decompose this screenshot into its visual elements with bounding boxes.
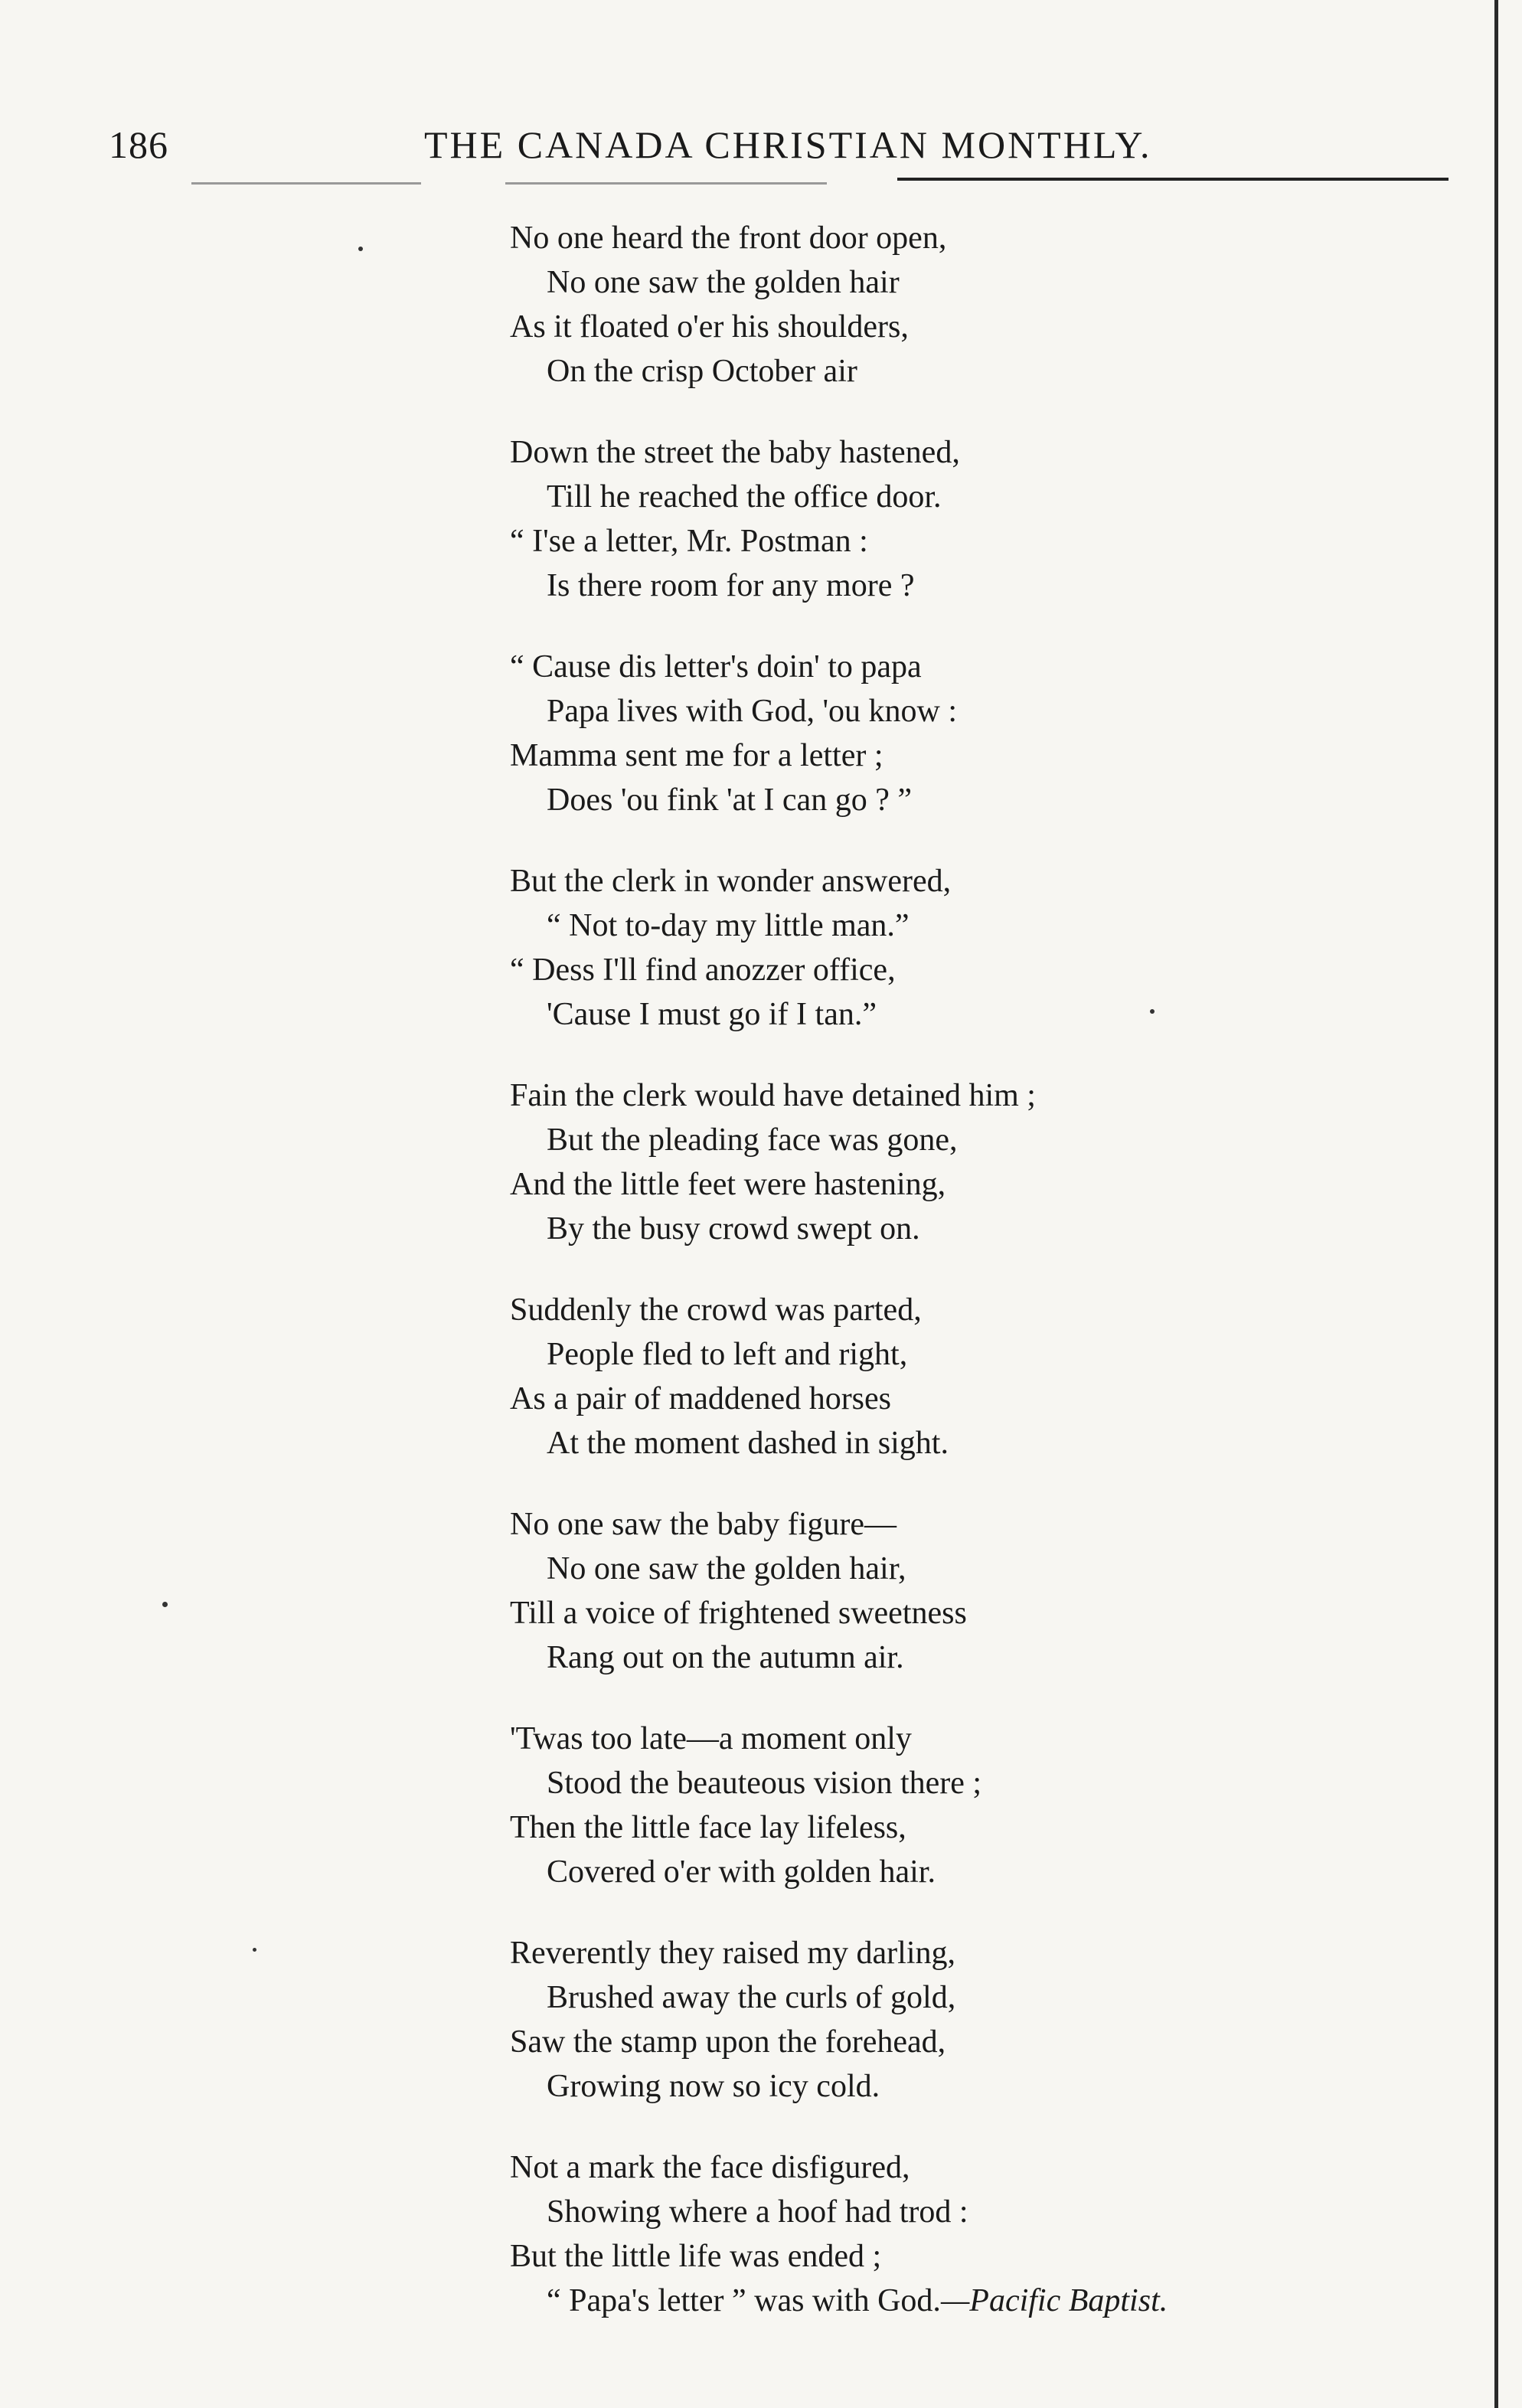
stanza: [510, 430, 1475, 608]
poem-line: [510, 1717, 1475, 1761]
poem-line: [510, 475, 1475, 519]
poem-line-text: Does 'ou fink 'at I can go ? ”: [547, 783, 912, 818]
poem-line-text: People fled to left and right,: [547, 1337, 908, 1372]
poem-line-text: Till he reached the office door.: [547, 479, 942, 515]
poem-line: [510, 1547, 1475, 1591]
poem-line: [510, 1931, 1475, 1975]
poem-line-text: Growing now so icy cold.: [547, 2069, 880, 2104]
stanza: [510, 859, 1475, 1037]
poem-line: [510, 689, 1475, 734]
page-number: 186: [109, 123, 168, 166]
poem-line-text: “ Dess I'll find anozzer office,: [510, 952, 896, 988]
stanza: [510, 1931, 1475, 2109]
poem-line: [510, 349, 1475, 394]
poem-line-text: Is there room for any more ?: [547, 568, 915, 603]
poem-line-text: Down the street the baby hastened,: [510, 435, 960, 470]
poem-line: [510, 2234, 1475, 2279]
stanza: [510, 216, 1475, 394]
poem-line: [510, 1421, 1475, 1465]
poem-line: [510, 216, 1475, 260]
poem-line-text: “ Papa's letter ” was with God.: [547, 2283, 941, 2318]
poem-line-text: Covered o'er with golden hair.: [547, 1854, 936, 1890]
poem-line-text: No one saw the baby figure—: [510, 1507, 897, 1542]
poem-line-text: Mamma sent me for a letter ;: [510, 738, 883, 773]
poem-line-text: Fain the clerk would have detained him ;: [510, 1078, 1036, 1113]
poem-line-text: Reverently they raised my darling,: [510, 1936, 955, 1971]
poem-line: [510, 519, 1475, 564]
poem-line-text: Stood the beauteous vision there ;: [547, 1766, 982, 1801]
poem-line-text: Showing where a hoof had trod :: [547, 2194, 968, 2230]
header-rule: [897, 178, 1449, 181]
poem-line: [510, 430, 1475, 475]
running-head: THE CANADA CHRISTIAN MONTHLY.: [424, 123, 1152, 166]
poem-line-text: Rang out on the autumn air.: [547, 1640, 904, 1675]
attribution: —Pacific Baptist.: [940, 2283, 1168, 2318]
stanza: [510, 1288, 1475, 1465]
poem-line: [510, 1761, 1475, 1805]
poem-line-text: Suddenly the crowd was parted,: [510, 1292, 922, 1328]
poem-line: [510, 260, 1475, 305]
poem-line-text: 'Twas too late—a moment only: [510, 1721, 912, 1756]
poem-line: [510, 2064, 1475, 2109]
poem-line: [510, 1635, 1475, 1680]
poem-line: [510, 1502, 1475, 1547]
poem-line: [510, 1118, 1475, 1162]
poem-line-text: By the busy crowd swept on.: [547, 1211, 920, 1246]
poem-line: [510, 778, 1475, 822]
ink-speck: [253, 1948, 256, 1952]
poem-line: [510, 903, 1475, 948]
poem-line: [510, 948, 1475, 992]
poem-line: [510, 1591, 1475, 1635]
poem-line-text: But the little life was ended ;: [510, 2239, 882, 2274]
poem-line: [510, 2145, 1475, 2190]
poem-line-text: No one saw the golden hair: [547, 265, 900, 300]
poem-line-text: As it floated o'er his shoulders,: [510, 309, 909, 345]
poem: [510, 216, 1475, 2360]
poem-line: [510, 645, 1475, 689]
poem-line-text: As a pair of maddened horses: [510, 1381, 892, 1416]
poem-line-text: Not a mark the face disfigured,: [510, 2150, 910, 2185]
stanza: [510, 645, 1475, 822]
stanza: [510, 2145, 1475, 2323]
header-rule-faint: [505, 182, 827, 185]
poem-line-text: Then the little face lay lifeless,: [510, 1810, 906, 1845]
poem-line: [510, 1850, 1475, 1894]
poem-line: [510, 1207, 1475, 1251]
stanza: [510, 1502, 1475, 1680]
poem-line-text: Saw the stamp upon the forehead,: [510, 2024, 946, 2060]
poem-line: [510, 1332, 1475, 1377]
poem-line-text: No one heard the front door open,: [510, 221, 947, 256]
poem-line-text: But the clerk in wonder answered,: [510, 864, 952, 899]
poem-line-text: But the pleading face was gone,: [547, 1122, 958, 1158]
poem-line: [510, 1162, 1475, 1207]
poem-line: [510, 734, 1475, 778]
poem-line: [510, 305, 1475, 349]
poem-line-text: 'Cause I must go if I tan.”: [547, 997, 877, 1032]
poem-line-text: No one saw the golden hair,: [547, 1551, 906, 1586]
poem-line: [510, 1288, 1475, 1332]
header-rule-faint: [191, 182, 421, 185]
poem-line-text: “ I'se a letter, Mr. Postman :: [510, 524, 868, 559]
poem-line-text: Brushed away the curls of gold,: [547, 1980, 956, 2015]
poem-line: [510, 992, 1475, 1037]
page-edge-border: [1494, 0, 1498, 2408]
poem-line: [510, 2279, 1475, 2323]
poem-line-text: Papa lives with God, 'ou know :: [547, 694, 958, 729]
poem-line: [510, 2190, 1475, 2234]
poem-line-text: “ Not to-day my little man.”: [547, 908, 910, 943]
poem-line-text: “ Cause dis letter's doin' to papa: [510, 649, 922, 684]
ink-speck: [358, 247, 363, 251]
poem-line-text: On the crisp October air: [547, 354, 857, 389]
poem-line: [510, 1805, 1475, 1850]
ink-speck: [162, 1602, 168, 1607]
poem-line: [510, 859, 1475, 903]
poem-line: [510, 564, 1475, 608]
stanza: [510, 1717, 1475, 1894]
poem-line-text: And the little feet were hastening,: [510, 1167, 946, 1202]
poem-line: [510, 1377, 1475, 1421]
poem-line-text: At the moment dashed in sight.: [547, 1426, 949, 1461]
poem-line: [510, 2020, 1475, 2064]
poem-line: [510, 1073, 1475, 1118]
stanza: [510, 1073, 1475, 1251]
poem-line-text: Till a voice of frightened sweetness: [510, 1596, 967, 1631]
poem-line: [510, 1975, 1475, 2020]
